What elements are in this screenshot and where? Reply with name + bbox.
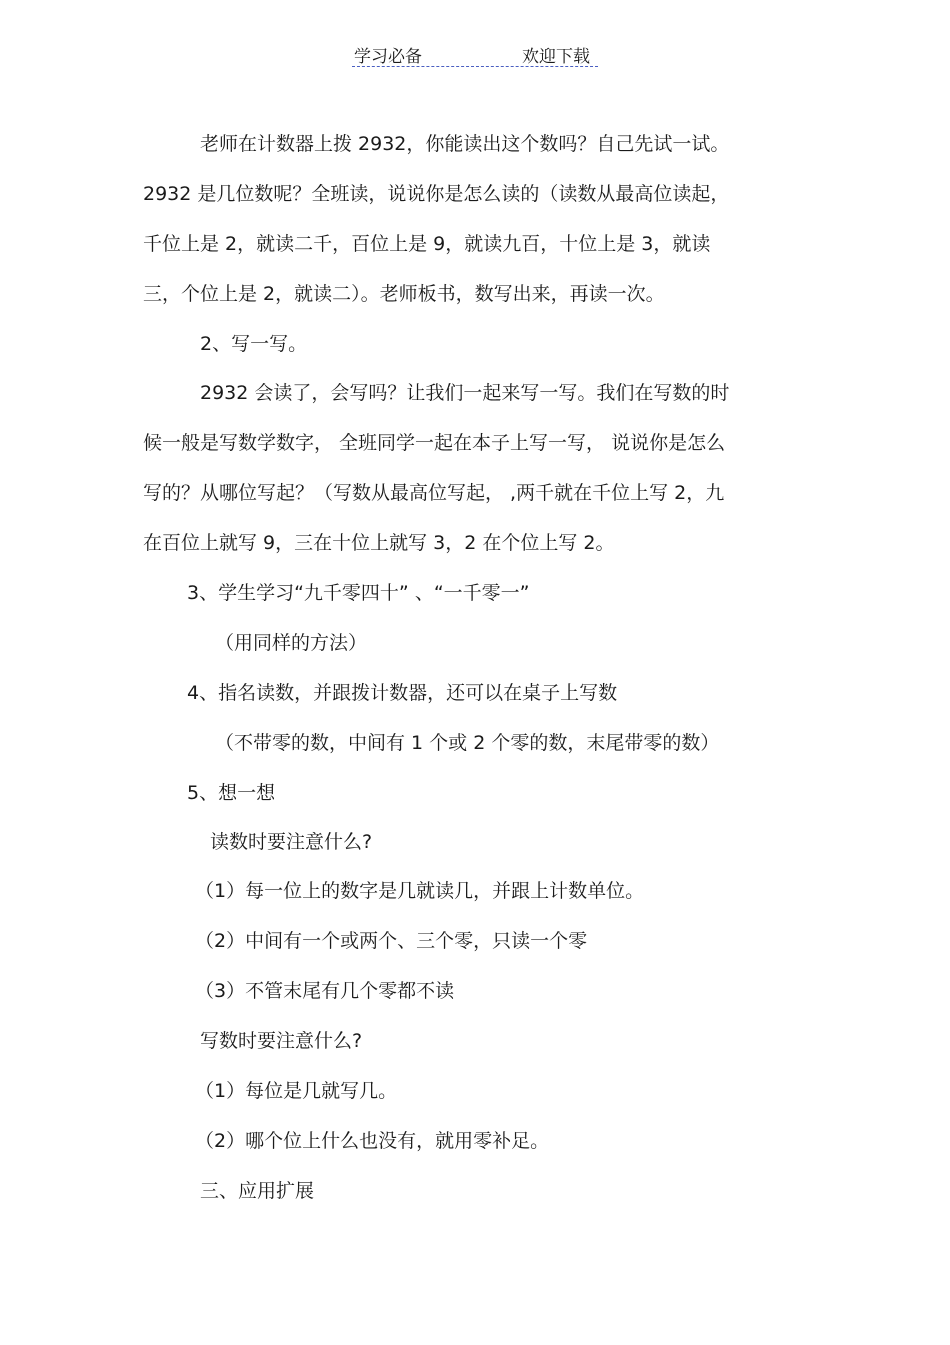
text-line-13: （不带零的数，中间有 1 个或 2 个零的数，末尾带零的数） [215, 732, 720, 754]
section-heading-write: 2、写一写。 [200, 333, 308, 355]
section-heading-think: 5、想一想 [187, 782, 276, 804]
list-item-read-3: （3）不管末尾有几个零都不读 [195, 980, 455, 1002]
text-line-9: 在百位上就写 9，三在十位上就写 3，2 在个位上写 2。 [143, 532, 615, 554]
header-left-text: 学习必备 [354, 47, 422, 67]
text-line-19: 写数时要注意什么? [200, 1030, 363, 1052]
text-line-1: 老师在计数器上拨 2932，你能读出这个数吗？自己先试一试。 [200, 133, 730, 155]
text-line-8: 写的？从哪位写起？（写数从最高位写起， ,两千就在千位上写 2，九 [143, 482, 725, 504]
section-heading-learn: 3、学生学习“九千零四十” 、“一千零一” [187, 582, 530, 604]
list-item-write-1: （1）每位是几就写几。 [195, 1080, 398, 1102]
header-right-text: 欢迎下载 [522, 47, 590, 67]
section-heading-apply: 三、应用扩展 [200, 1180, 315, 1202]
list-item-write-2: （2）哪个位上什么也没有，就用零补足。 [195, 1130, 550, 1152]
text-line-11: （用同样的方法） [215, 632, 368, 654]
text-line-2: 2932 是几位数呢？全班读，说说你是怎么读的（读数从最高位读起， [143, 183, 730, 205]
list-item-read-1: （1）每一位上的数字是几就读几，并跟上计数单位。 [195, 880, 645, 902]
text-line-7: 候一般是写数学数字， 全班同学一起在本子上写一写， 说说你是怎么 [143, 432, 726, 454]
text-line-3: 千位上是 2，就读二千，百位上是 9，就读九百，十位上是 3，就读 [143, 233, 711, 255]
text-line-6: 2932 会读了，会写吗？让我们一起来写一写。我们在写数的时 [200, 382, 730, 404]
page-header [352, 40, 598, 67]
text-line-4: 三，个位上是 2，就读二）。老师板书，数写出来，再读一次。 [143, 283, 665, 305]
section-heading-read: 4、指名读数，并跟拨计数器，还可以在桌子上写数 [187, 682, 618, 704]
text-line-15: 读数时要注意什么? [210, 831, 373, 853]
list-item-read-2: （2）中间有一个或两个、三个零，只读一个零 [195, 930, 588, 952]
